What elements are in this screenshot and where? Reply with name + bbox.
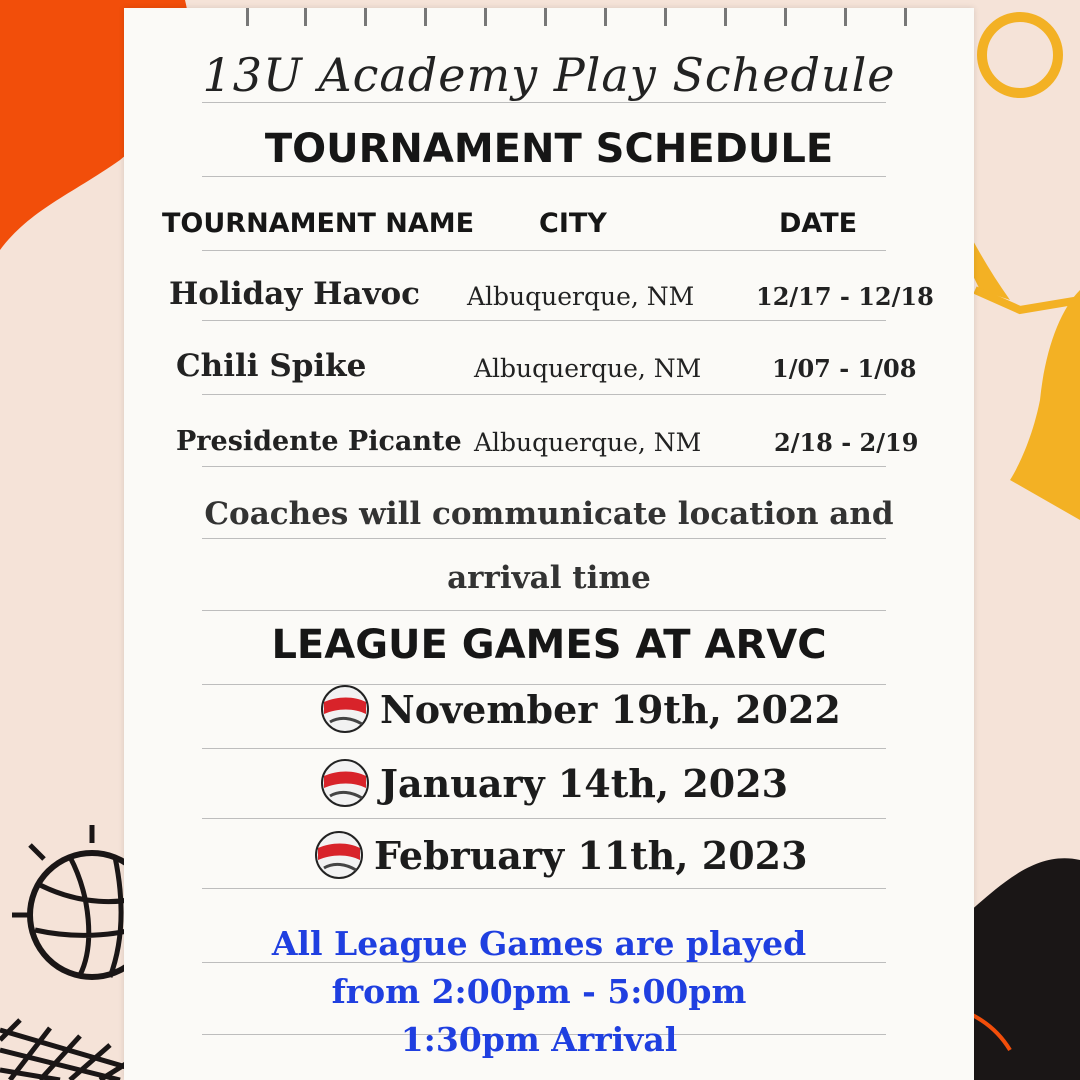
page-title: 13U Academy Play Schedule (202, 48, 896, 102)
tournament-city: Albuquerque, NM (474, 354, 702, 383)
tournament-name: Chili Spike (176, 348, 367, 384)
schedule-paper (124, 8, 974, 1080)
volleyball-icon (314, 830, 364, 880)
tournament-row (124, 276, 974, 316)
tournament-row (124, 424, 974, 464)
coaches-note-line2: arrival time (447, 560, 651, 596)
footer-line2: from 2:00pm - 5:00pm (331, 972, 747, 1011)
tournament-city: Albuquerque, NM (467, 282, 695, 311)
column-city: CITY (539, 208, 607, 239)
league-date: November 19th, 2022 (380, 686, 841, 732)
coaches-note-line1: Coaches will communicate location and (204, 496, 894, 532)
tournament-row (124, 348, 974, 388)
tournament-name: Holiday Havoc (169, 276, 421, 312)
league-date-row (314, 830, 808, 880)
tournament-city: Albuquerque, NM (474, 428, 702, 457)
league-date: February 11th, 2023 (374, 832, 808, 878)
volleyball-icon (320, 684, 370, 734)
footer-line3: 1:30pm Arrival (400, 1020, 678, 1059)
tournament-heading: TOURNAMENT SCHEDULE (264, 126, 834, 172)
column-tournament-name: TOURNAMENT NAME (162, 208, 475, 239)
league-date: January 14th, 2023 (380, 760, 789, 806)
volleyball-icon (320, 758, 370, 808)
league-heading: LEAGUE GAMES AT ARVC (271, 622, 827, 668)
tournament-date: 12/17 - 12/18 (756, 282, 934, 311)
league-date-row (320, 758, 788, 808)
league-date-row (320, 684, 841, 734)
tournament-name: Presidente Picante (176, 426, 462, 457)
tournament-date: 2/18 - 2/19 (774, 428, 919, 457)
tournament-date: 1/07 - 1/08 (772, 354, 917, 383)
column-date: DATE (779, 208, 858, 239)
footer-line1: All League Games are played (271, 924, 807, 963)
